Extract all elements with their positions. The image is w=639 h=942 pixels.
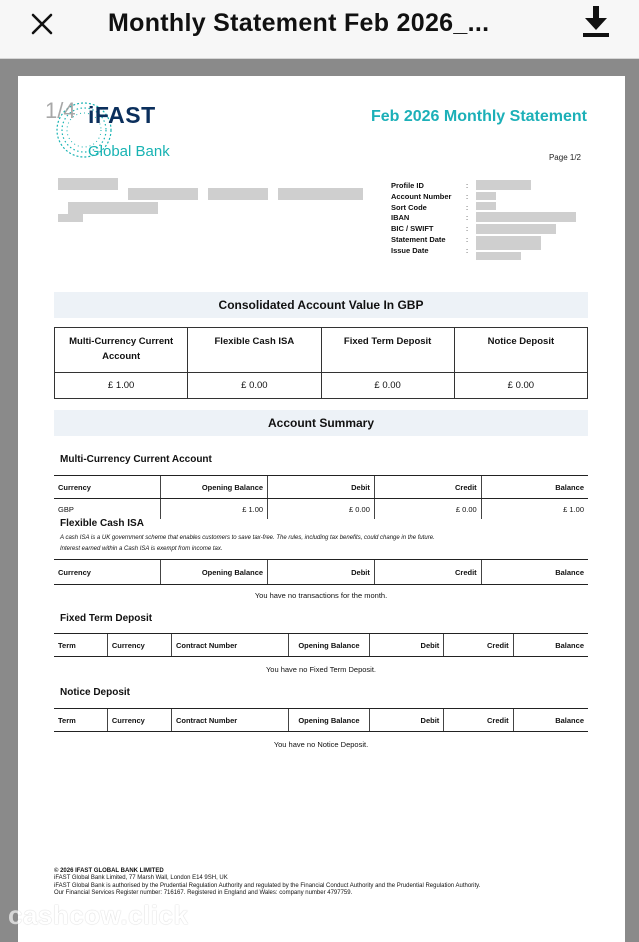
isa-disclaimer-line: A cash ISA is a UK government scheme that enables customers to save tax-free. The rules, including tax benefits, could change in the future. [60,535,435,541]
column-header: Term [54,709,107,732]
ftd-empty-message: You have no Fixed Term Deposit. [265,665,377,674]
column-header: Currency [107,709,171,732]
logo-brand: iFAST [88,102,156,128]
column-header: Fixed Term Deposit [321,328,454,373]
isa-title: Flexible Cash ISA [60,518,144,529]
isa-value: £ 0.00 [188,373,321,399]
iban-label: IBAN [391,213,410,223]
footer-copyright: © 2026 IFAST GLOBAL BANK LIMITED [54,868,164,874]
table-cell: £ 1.00 [161,499,268,520]
column-header: Notice Deposit [454,328,587,373]
page-number: Page 1/2 [548,153,581,162]
bic-swift-label: BIC / SWIFT [391,224,434,234]
column-header: Currency [107,634,171,657]
isa-table [54,559,588,585]
column-header: Multi-Currency Current Account [55,328,188,373]
isa-disclaimer [60,533,435,555]
footer-regulation: iFAST Global Bank is authorised by the Prudential Regulation Authority and regulated by the Financial Conduct Authority and the Prudential Regulation Authority. [54,882,481,889]
logo-subtitle: Global Bank [88,143,170,160]
watermark: cashcow.click [8,900,189,930]
profile-id-label: Profile ID [391,181,424,190]
footer-registration: Our Financial Services Register number: 716167. Registered in England and Wales: company number 4797759. [54,890,353,897]
column-header: Debit [268,476,375,499]
isa-disclaimer-line: Interest earned within a Cash ISA is exempt from income tax. [60,546,223,552]
column-header: Debit [369,709,444,732]
close-icon[interactable] [28,10,56,38]
column-header: Flexible Cash ISA [188,328,321,373]
nd-value: £ 0.00 [454,373,587,399]
statement-date-label: Statement Date [391,234,446,244]
nd-title: Notice Deposit [60,687,131,698]
download-icon[interactable] [580,4,612,38]
statement-title: Feb 2026 Monthly Statement [370,108,587,125]
column-header: Balance [513,709,588,732]
ftd-value: £ 0.00 [321,373,454,399]
column-header: Opening Balance [161,560,268,585]
column-header: Credit [374,476,481,499]
column-header: Credit [444,709,513,732]
column-header: Opening Balance [289,709,369,732]
ftd-table [54,633,588,657]
ftd-title: Fixed Term Deposit [60,613,153,624]
column-header: Balance [481,476,588,499]
table-cell: £ 0.00 [268,499,375,520]
consolidated-table [54,327,588,399]
column-header: Currency [54,476,161,499]
account-number-label: Account Number [391,191,452,201]
column-header: Credit [444,634,513,657]
table-cell: £ 1.00 [481,499,588,520]
column-header: Debit [268,560,375,585]
nd-empty-message: You have no Notice Deposit. [273,740,369,749]
table-row [54,499,588,520]
document-title: Monthly Statement Feb 2026_... [108,9,490,37]
column-header: Balance [481,560,588,585]
table-cell: £ 0.00 [374,499,481,520]
nd-table [54,708,588,732]
column-header: Debit [369,634,444,657]
sort-code-label: Sort Code [391,202,427,212]
top-bar [0,0,639,59]
column-header: Opening Balance [161,476,268,499]
account-summary-title: Account Summary [54,410,588,436]
isa-empty-message: You have no transactions for the month. [254,591,388,600]
issue-date-label: Issue Date [391,245,429,255]
column-header: Contract Number [171,709,288,732]
consolidated-title: Consolidated Account Value In GBP [54,292,588,318]
column-header: Currency [54,560,161,585]
column-header: Balance [513,634,588,657]
document-page[interactable]: 1/4 iFAST Global Bank Feb 2026 Monthly Statement Page 1/2 Profile ID : Account Number : Sort Code : IBAN : BIC / SWIFT : Statement Date : Issue Date : Consolidated Account Value In GBP Multi-Currency Current Account Flexible Cash ISA Fixed Term Deposit Notice Deposit £ 1.00 £ 0.00 £ 0.00 £ 0.00 Account Summary Multi-Currency Current Account Currency Opening Balance Debit Credit Balance GBP £ 1.00 £ 0.00 £ 0.00 £ 1.00 Flexible Cash ISA A cash ISA is a UK government scheme that enables customers to save tax-free. The rules, including tax benefits, could change in the future. Interest earned within a Cash ISA is exempt from income tax. Currency Opening Balance Debit Credit Balance You have no transactions for the month. Fixed Term Deposit Term Currency Contract Number Opening Balance Debit Credit Balance You have no Fixed Term Deposit. Notice Deposit Term Currency Contract Number Opening Balance Debit Credit Balance You have no Notice Deposit. © 2026 IFAST GLOBAL BANK LIMITED iFAST Global Bank Limited, 77 Marsh Wall, London E14 9SH, UK iFAST Global Bank is authorised by the Prudential Regulation Authority and regulated by the Financial Conduct Authority and the Prudential Regulation Authority. Our Financial Services Register number: 716167. Registered in England and Wales: company number 4797759. [18,76,625,942]
mcca-table [54,475,588,519]
page-indicator: 1/4 [45,98,76,123]
column-header: Contract Number [171,634,288,657]
column-header: Credit [374,560,481,585]
column-header: Term [54,634,107,657]
mcca-value: £ 1.00 [55,373,188,399]
column-header: Opening Balance [289,634,369,657]
table-cell: GBP [58,504,74,514]
statement-footer [54,868,480,898]
mcca-title: Multi-Currency Current Account [60,454,212,465]
footer-address: iFAST Global Bank Limited, 77 Marsh Wall, London E14 9SH, UK [54,875,228,882]
